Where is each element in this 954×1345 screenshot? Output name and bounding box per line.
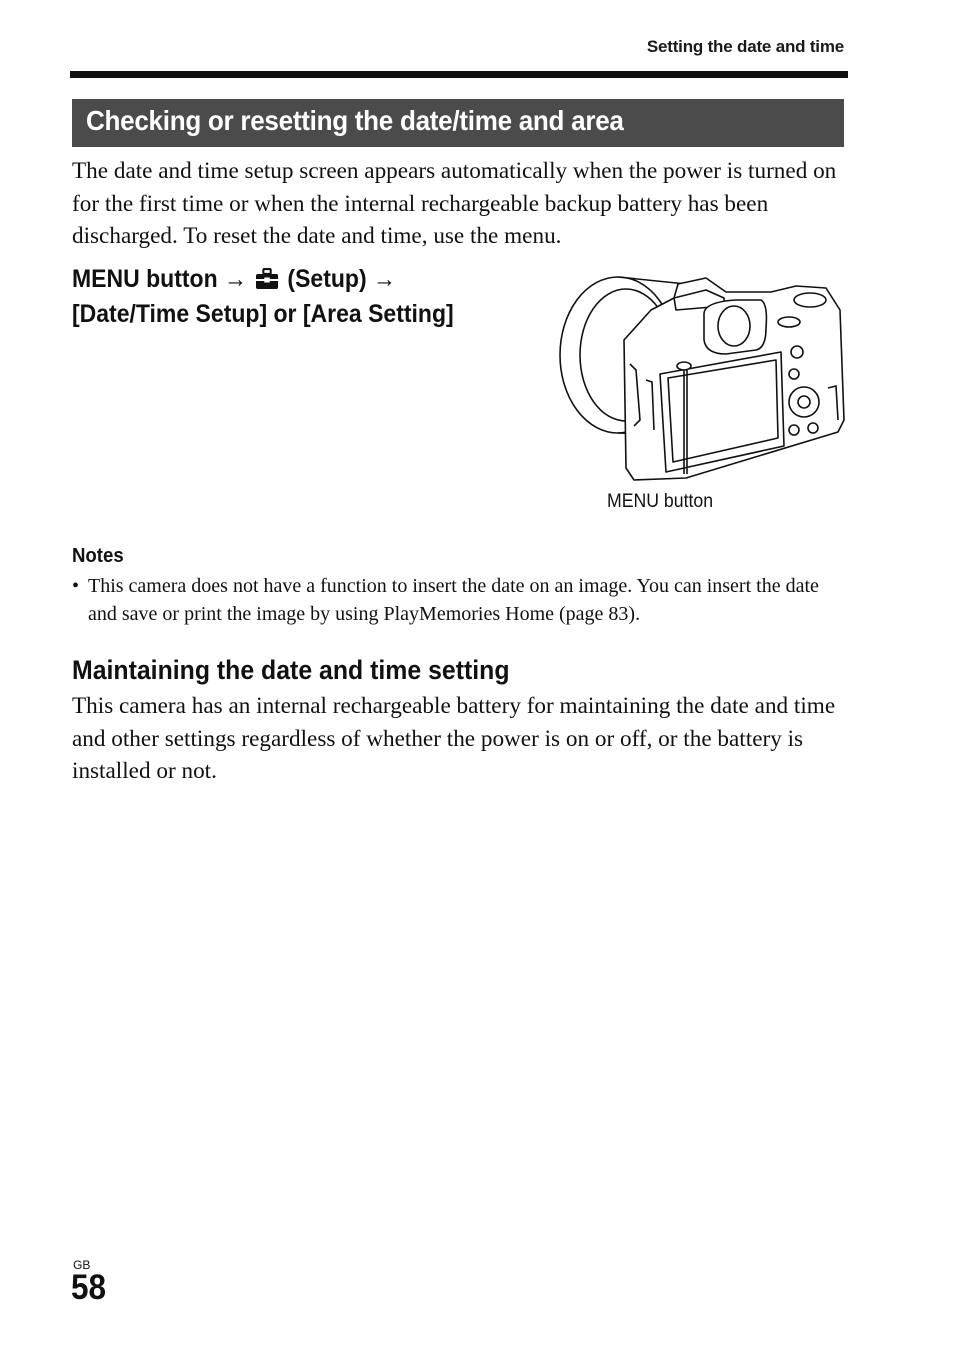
- arrow-icon: →: [373, 265, 397, 293]
- toolbox-icon: [255, 268, 279, 290]
- setup-label: (Setup): [287, 265, 367, 293]
- maintaining-paragraph: This camera has an internal rechargeable battery for maintaining the date and time and other settings regardless of whether the power is on or off, or the battery is installed or not.: [72, 693, 836, 784]
- intro-paragraph: The date and time setup screen appears automatically when the power is turned on for the first time or when the internal rechargeable backup battery has been discharged. To reset the date and time, use the menu.: [72, 158, 837, 249]
- arrow-icon: →: [224, 265, 248, 293]
- list-item: • This camera does not have a function to insert the date on an image. You can insert the date and save or print the image by using PlayMemories Home (page 83).: [72, 572, 847, 628]
- notes-list: [72, 572, 847, 628]
- menu-button-callout: MENU button: [607, 491, 714, 512]
- region-code: GB: [73, 1258, 91, 1272]
- camera-illustration: [556, 270, 848, 485]
- notes-heading: Notes: [72, 545, 124, 567]
- header-rule: [70, 71, 848, 78]
- section-title: Checking or resetting the date/time and area: [86, 105, 624, 136]
- menu-path-instruction: [72, 262, 504, 332]
- page-number: 58: [71, 1268, 107, 1307]
- menu-button-label: MENU button: [72, 265, 218, 293]
- maintaining-heading: Maintaining the date and time setting: [72, 655, 510, 685]
- menu-options: [Date/Time Setup] or [Area Setting]: [72, 300, 454, 328]
- section-title-band: [72, 99, 844, 147]
- running-header: Setting the date and time: [646, 37, 844, 56]
